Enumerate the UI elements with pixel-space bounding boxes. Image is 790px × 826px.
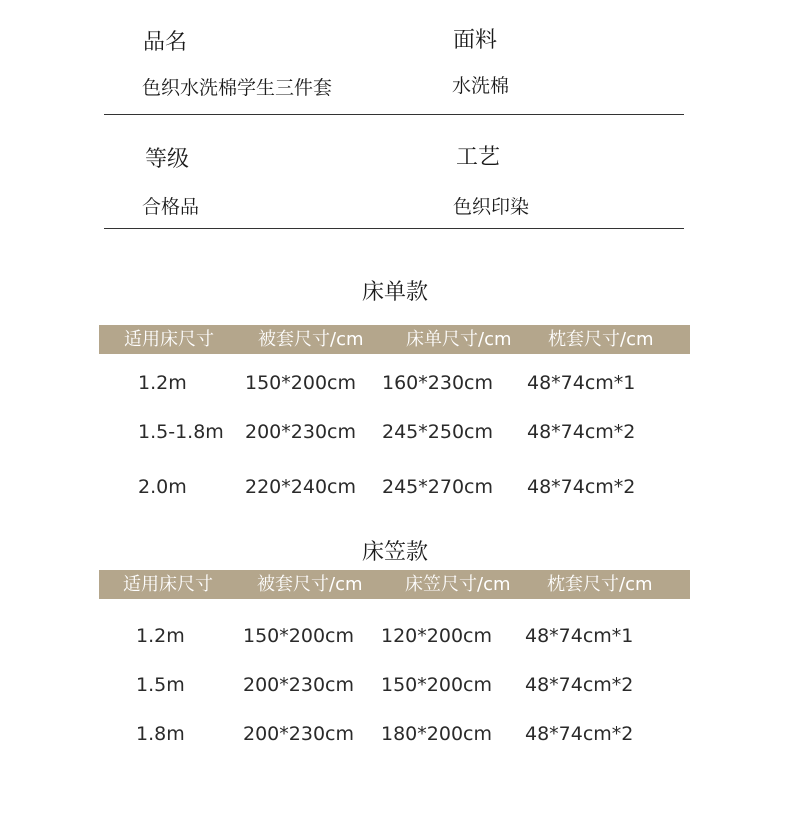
fitted-row-2-bed: 1.5m — [136, 674, 185, 696]
fitted-row-3-pillow: 48*74cm*2 — [525, 723, 634, 745]
spec-divider-2 — [104, 228, 684, 229]
sheet-header-duvet-size: 被套尺寸/cm — [258, 329, 364, 350]
sheet-header-pillow-size: 枕套尺寸/cm — [548, 329, 654, 350]
fabric-value: 水洗棉 — [452, 75, 510, 97]
fitted-row-1-pillow: 48*74cm*1 — [525, 625, 634, 647]
fitted-row-2-duvet: 200*230cm — [243, 674, 354, 696]
grade-label: 等级 — [145, 147, 190, 172]
craft-value: 色织印染 — [453, 196, 530, 218]
sheet-header-bed-size: 适用床尺寸 — [124, 329, 214, 350]
grade-value: 合格品 — [142, 196, 200, 218]
fitted-row-1-duvet: 150*200cm — [243, 625, 354, 647]
fitted-row-3-bed: 1.8m — [136, 723, 185, 745]
sheet-row-1-bed: 1.2m — [138, 372, 187, 394]
fitted-table-header — [99, 570, 690, 599]
sheet-row-3-duvet: 220*240cm — [245, 476, 356, 498]
sheet-row-3-pillow: 48*74cm*2 — [527, 476, 636, 498]
fitted-row-1-fitted: 120*200cm — [381, 625, 492, 647]
sheet-table-title: 床单款 — [361, 280, 428, 305]
fitted-header-duvet-size: 被套尺寸/cm — [257, 574, 363, 595]
sheet-row-1-sheet: 160*230cm — [382, 372, 493, 394]
spec-divider-1 — [104, 114, 684, 115]
fitted-table-title: 床笠款 — [361, 540, 428, 565]
fitted-header-fitted-size: 床笠尺寸/cm — [405, 574, 511, 595]
fitted-row-2-pillow: 48*74cm*2 — [525, 674, 634, 696]
fitted-row-2-fitted: 150*200cm — [381, 674, 492, 696]
sheet-row-2-bed: 1.5-1.8m — [138, 421, 224, 443]
sheet-row-2-sheet: 245*250cm — [382, 421, 493, 443]
sheet-row-1-duvet: 150*200cm — [245, 372, 356, 394]
sheet-row-2-pillow: 48*74cm*2 — [527, 421, 636, 443]
sheet-row-3-sheet: 245*270cm — [382, 476, 493, 498]
fitted-row-3-fitted: 180*200cm — [381, 723, 492, 745]
fitted-header-bed-size: 适用床尺寸 — [123, 574, 213, 595]
fitted-row-3-duvet: 200*230cm — [243, 723, 354, 745]
sheet-row-3-bed: 2.0m — [138, 476, 187, 498]
sheet-header-sheet-size: 床单尺寸/cm — [406, 329, 512, 350]
sheet-row-1-pillow: 48*74cm*1 — [527, 372, 636, 394]
fabric-label: 面料 — [453, 28, 498, 53]
sheet-row-2-duvet: 200*230cm — [245, 421, 356, 443]
product-name-value: 色织水洗棉学生三件套 — [142, 77, 333, 99]
fitted-header-pillow-size: 枕套尺寸/cm — [547, 574, 653, 595]
fitted-row-1-bed: 1.2m — [136, 625, 185, 647]
craft-label: 工艺 — [456, 145, 501, 170]
sheet-table-header — [99, 325, 690, 354]
product-name-label: 品名 — [143, 30, 188, 55]
